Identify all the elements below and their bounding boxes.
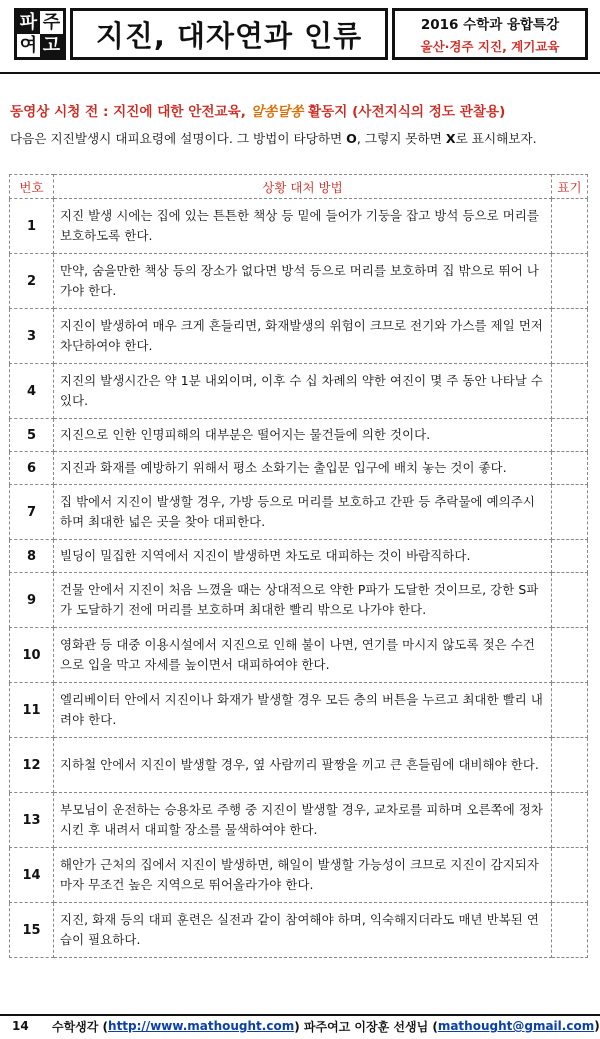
answer-cell[interactable] (552, 738, 588, 793)
answer-cell[interactable] (552, 793, 588, 848)
footer-prefix: 수학생각 ( (52, 1019, 109, 1034)
quiz-table (9, 174, 588, 958)
table-header-row (10, 175, 588, 199)
table-row (10, 540, 588, 573)
course-info-box (392, 8, 588, 60)
page-header (0, 0, 600, 66)
row-text: 만약, 숨을만한 책상 등의 장소가 없다면 방석 등으로 머리를 보호하며 집 밖으로 뛰어 나가야 한다. (54, 254, 552, 309)
instruction-text (10, 128, 595, 147)
row-text: 영화관 등 대중 이용시설에서 지진으로 인해 불이 나면, 연기를 마시지 않도록 젖은 수건으로 입을 막고 자세를 높이면서 대피하여야 한다. (54, 628, 552, 683)
row-number: 6 (10, 452, 54, 485)
row-text: 지하철 안에서 지진이 발생할 경우, 옆 사람끼리 팔짱을 끼고 큰 흔들림에 대비해야 한다. (54, 738, 552, 793)
row-text: 지진의 발생시간은 약 1분 내외이며, 이후 수 십 차례의 약한 여진이 몇 주 동안 나타날 수 있다. (54, 364, 552, 419)
row-number: 5 (10, 419, 54, 452)
page-footer (0, 1014, 600, 1036)
table-row (10, 419, 588, 452)
header-divider (0, 72, 600, 74)
logo-char: 파 (17, 11, 40, 34)
activity-highlight: 알쏭달쏭 (250, 104, 304, 120)
table-row (10, 485, 588, 540)
activity-heading (10, 100, 595, 120)
answer-cell[interactable] (552, 848, 588, 903)
row-text: 지진, 화재 등의 대피 훈련은 실전과 같이 참여해야 하며, 익숙해지더라도 매년 반복된 연습이 필요하다. (54, 903, 552, 958)
row-number: 7 (10, 485, 54, 540)
header-number: 번호 (10, 175, 54, 199)
activity-prefix: 동영상 시청 전 : 지진에 대한 안전교육, (10, 104, 251, 120)
table-row (10, 628, 588, 683)
row-text: 지진이 발생하여 매우 크게 흔들리면, 화재발생의 위험이 크므로 전기와 가스를 제일 먼저 차단하여야 한다. (54, 309, 552, 364)
answer-cell[interactable] (552, 309, 588, 364)
answer-cell[interactable] (552, 485, 588, 540)
email-link[interactable]: mathought@gmail.com (437, 1019, 595, 1033)
answer-cell[interactable] (552, 419, 588, 452)
school-logo (14, 8, 66, 60)
course-subtitle: 울산·경주 지진, 계기교육 (420, 39, 560, 54)
title-box (70, 8, 388, 60)
answer-cell[interactable] (552, 683, 588, 738)
answer-cell[interactable] (552, 903, 588, 958)
row-number: 10 (10, 628, 54, 683)
row-text: 집 밖에서 지진이 발생할 경우, 가방 등으로 머리를 보호하고 간판 등 추락물에 예의주시하며 최대한 넓은 곳을 찾아 대피한다. (54, 485, 552, 540)
answer-cell[interactable] (552, 364, 588, 419)
instruction-part: 다음은 지진발생시 대피요령에 설명이다. 그 방법이 타당하면 (10, 131, 347, 146)
course-name: 2016 수학과 융합특강 (420, 17, 560, 33)
row-number: 3 (10, 309, 54, 364)
answer-cell[interactable] (552, 254, 588, 309)
header-method: 상황 대처 방법 (54, 175, 552, 199)
answer-cell[interactable] (552, 540, 588, 573)
table-row (10, 364, 588, 419)
table-row (10, 254, 588, 309)
footer-middle: ) 파주여고 이장훈 선생님 ( (294, 1019, 438, 1034)
row-number: 13 (10, 793, 54, 848)
page-title: 지진, 대자연과 인류 (95, 18, 363, 53)
row-number: 8 (10, 540, 54, 573)
answer-cell[interactable] (552, 573, 588, 628)
row-text: 지진으로 인한 인명피해의 대부분은 떨어지는 물건들에 의한 것이다. (54, 419, 552, 452)
row-text: 건물 안에서 지진이 처음 느꼈을 때는 상대적으로 약한 P파가 도달한 것이므로, 강한 S파가 도달하기 전에 머리를 보호하며 최대한 빨리 밖으로 나가야 한다. (54, 573, 552, 628)
page-number: 14 (12, 1019, 29, 1033)
table-row (10, 903, 588, 958)
table-row (10, 452, 588, 485)
table-row (10, 793, 588, 848)
table-row (10, 309, 588, 364)
activity-suffix: 활동지 (사전지식의 정도 관찰용) (303, 104, 506, 120)
website-link[interactable]: http://www.mathought.com (108, 1019, 295, 1033)
logo-char: 주 (40, 11, 63, 34)
instruction-part: , 그렇지 못하면 (356, 131, 446, 146)
row-number: 2 (10, 254, 54, 309)
instruction-o-mark: O (346, 131, 357, 146)
instruction-part: 로 표시해보자. (455, 131, 537, 146)
row-text: 빌딩이 밀집한 지역에서 지진이 발생하면 차도로 대피하는 것이 바람직하다. (54, 540, 552, 573)
header-mark: 표기 (552, 175, 588, 199)
table-row (10, 848, 588, 903)
logo-char: 고 (40, 34, 63, 57)
row-number: 14 (10, 848, 54, 903)
footer-suffix: ) (594, 1019, 600, 1033)
row-number: 12 (10, 738, 54, 793)
row-number: 1 (10, 199, 54, 254)
row-text: 부모님이 운전하는 승용차로 주행 중 지진이 발생할 경우, 교차로를 피하며 오른쪽에 정차시킨 후 내려서 대피할 장소를 물색하여야 한다. (54, 793, 552, 848)
row-text: 엘리베이터 안에서 지진이나 화재가 발생할 경우 모든 층의 버튼을 누르고 최대한 빨리 내려야 한다. (54, 683, 552, 738)
answer-cell[interactable] (552, 452, 588, 485)
table-row (10, 573, 588, 628)
row-number: 9 (10, 573, 54, 628)
row-number: 4 (10, 364, 54, 419)
answer-cell[interactable] (552, 628, 588, 683)
row-text: 지진 발생 시에는 집에 있는 튼튼한 책상 등 밑에 들어가 기둥을 잡고 방석 등으로 머리를 보호하도록 한다. (54, 199, 552, 254)
row-text: 해안가 근처의 집에서 지진이 발생하면, 해일이 발생할 가능성이 크므로 지진이 감지되자마자 무조건 높은 지역으로 뛰어올라가야 한다. (54, 848, 552, 903)
table-row (10, 199, 588, 254)
row-text: 지진과 화재를 예방하기 위해서 평소 소화기는 출입문 입구에 배치 놓는 것이 좋다. (54, 452, 552, 485)
answer-cell[interactable] (552, 199, 588, 254)
table-row (10, 683, 588, 738)
row-number: 15 (10, 903, 54, 958)
row-number: 11 (10, 683, 54, 738)
logo-char: 여 (17, 34, 40, 57)
instruction-x-mark: X (445, 131, 456, 146)
table-row (10, 738, 588, 793)
